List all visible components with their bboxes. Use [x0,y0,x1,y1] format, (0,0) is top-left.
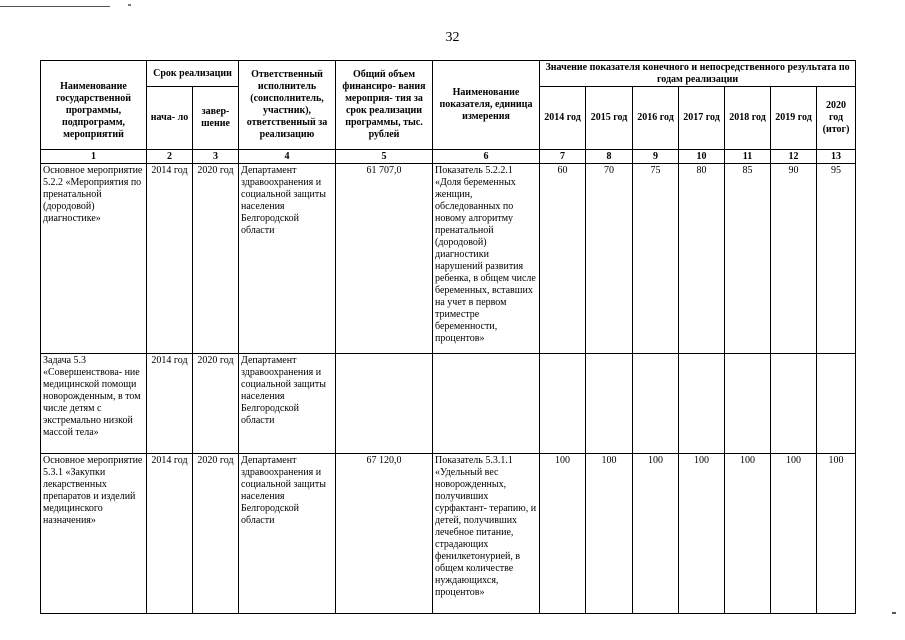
header-year-2016: 2016 год [633,87,679,150]
header-indicator-values: Значение показателя конечного и непосредственного результата по годам реализации [540,61,856,87]
row-value-2016 [633,354,679,454]
row-responsible: Департамент здравоохранения и социальной защиты населения Белгородской области [239,354,336,454]
header-year-2018: 2018 год [725,87,771,150]
row-value-2019: 90 [771,164,817,354]
row-start-year: 2014 год [147,454,193,614]
header-year-2015: 2015 год [586,87,633,150]
header-program-name: Наименование государственной программы, подпрограмм, мероприятий [41,61,147,150]
column-number: 4 [239,150,336,164]
row-value-2015 [586,354,633,454]
row-value-2014: 100 [540,454,586,614]
header-start: нача- ло [147,87,193,150]
header-end: завер- шение [193,87,239,150]
scan-artifact-dot [128,4,131,6]
header-funding: Общий объем финансиро- вания мероприя- тия за срок реализации программы, тыс. рублей [336,61,433,150]
column-number: 1 [41,150,147,164]
row-responsible: Департамент здравоохранения и социальной защиты населения Белгородской области [239,454,336,614]
row-value-2015: 70 [586,164,633,354]
row-value-2020: 100 [817,454,856,614]
row-value-2018: 85 [725,164,771,354]
row-indicator [433,354,540,454]
row-value-2019 [771,354,817,454]
column-number: 13 [817,150,856,164]
row-value-2017 [679,354,725,454]
row-value-2018: 100 [725,454,771,614]
column-number: 11 [725,150,771,164]
row-end-year: 2020 год [193,354,239,454]
row-program-name: Задача 5.3 «Совершенствова- ние медицинской помощи новорожденным, в том числе детям с экстремально низкой массой тела» [41,354,147,454]
header-implementation-period: Срок реализации [147,61,239,87]
program-table [40,60,856,614]
column-number: 6 [433,150,540,164]
page-number: 32 [445,30,460,45]
column-number: 7 [540,150,586,164]
row-start-year: 2014 год [147,354,193,454]
header-year-2020: 2020 год (итог) [817,87,856,150]
scan-artifact-mark [892,612,896,614]
table-row [41,164,856,354]
header-year-2014: 2014 год [540,87,586,150]
row-indicator: Показатель 5.3.1.1 «Удельный вес новорожденных, получивших сурфактант- терапию, и детей, получивших лечебное питание, страдающих фенилкетонурией, в общем количестве нуждающихся, процентов» [433,454,540,614]
row-end-year: 2020 год [193,164,239,354]
row-start-year: 2014 год [147,164,193,354]
row-indicator: Показатель 5.2.2.1 «Доля беременных женщин, обследованных по новому алгоритму пренатальной (дородовой) диагностики нарушений развития ребенка, в общем числе беременных, вставших на учет в первом триместре беременности, процентов» [433,164,540,354]
row-value-2017: 80 [679,164,725,354]
scan-artifact-line [0,6,110,7]
header-responsible: Ответственный исполнитель (соисполнитель, участник), ответственный за реализацию [239,61,336,150]
row-end-year: 2020 год [193,454,239,614]
column-number: 2 [147,150,193,164]
row-program-name: Основное мероприятие 5.2.2 «Мероприятия по пренатальной (дородовой) диагностике» [41,164,147,354]
row-value-2019: 100 [771,454,817,614]
column-number: 5 [336,150,433,164]
row-funding: 61 707,0 [336,164,433,354]
row-value-2017: 100 [679,454,725,614]
table-row [41,454,856,614]
column-number: 8 [586,150,633,164]
row-value-2014 [540,354,586,454]
header-year-2019: 2019 год [771,87,817,150]
column-number: 3 [193,150,239,164]
header-row-1 [41,61,856,87]
row-value-2015: 100 [586,454,633,614]
column-number: 12 [771,150,817,164]
column-number-row [41,150,856,164]
row-value-2014: 60 [540,164,586,354]
row-value-2020: 95 [817,164,856,354]
table-row [41,354,856,454]
row-value-2016: 100 [633,454,679,614]
row-responsible: Департамент здравоохранения и социальной защиты населения Белгородской области [239,164,336,354]
header-year-2017: 2017 год [679,87,725,150]
row-funding [336,354,433,454]
row-value-2018 [725,354,771,454]
row-program-name: Основное мероприятие 5.3.1 «Закупки лекарственных препаратов и изделий медицинского назначения» [41,454,147,614]
row-funding: 67 120,0 [336,454,433,614]
row-value-2016: 75 [633,164,679,354]
column-number: 10 [679,150,725,164]
column-number: 9 [633,150,679,164]
header-indicator: Наименование показателя, единица измерения [433,61,540,150]
row-value-2020 [817,354,856,454]
